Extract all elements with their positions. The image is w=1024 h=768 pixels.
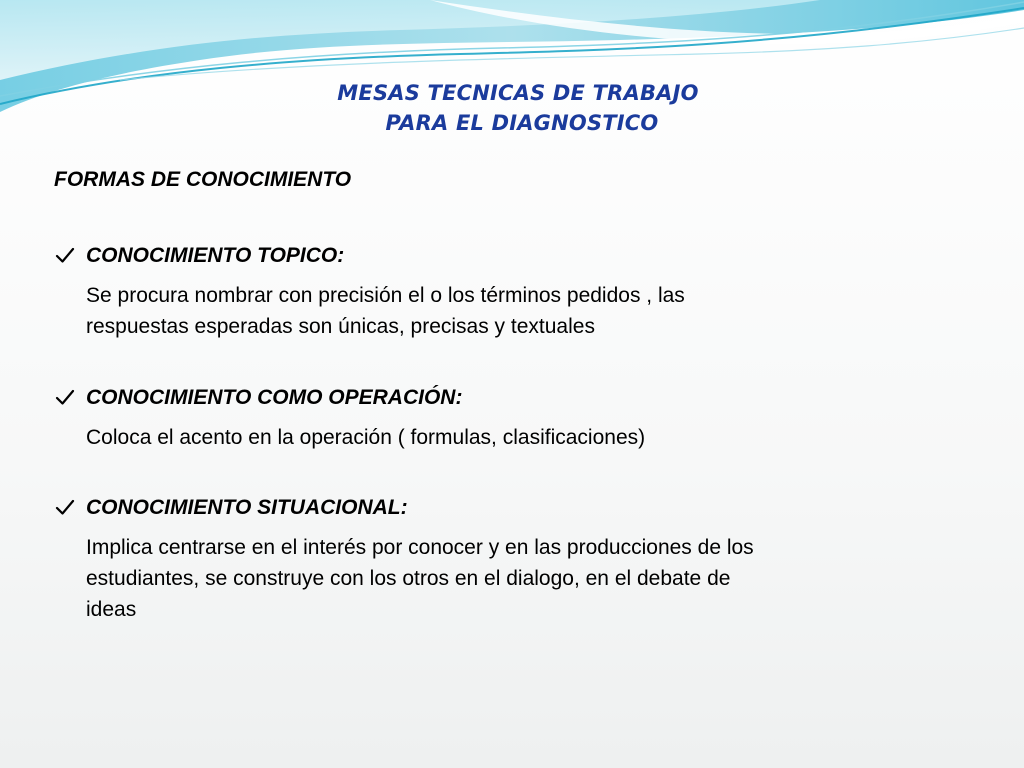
checkmark-icon (54, 387, 76, 409)
title-line-2: PARA EL DIAGNOSTICO (385, 111, 659, 135)
bullet-item (54, 242, 994, 342)
checkmark-icon (54, 245, 76, 267)
bullet-head (54, 242, 994, 270)
bullet-body: Coloca el acento en la operación ( formulas, clasificaciones) (86, 426, 646, 449)
bullet-body: Se procura nombrar con precisión el o los términos pedidos , las respuestas esperadas son únicas, precisas y textuales (86, 284, 685, 338)
bullet-item (54, 384, 994, 453)
title-line-1: MESAS TECNICAS DE TRABAJO (337, 81, 699, 105)
bullet-title: CONOCIMIENTO SITUACIONAL: (86, 496, 408, 519)
checkmark-icon (54, 497, 76, 519)
bullet-head (54, 384, 994, 412)
bullet-item (54, 494, 994, 625)
bullet-body: Implica centrarse en el interés por conocer y en las producciones de los estudiantes, se construye con los otros en el dialogo, en el debate de ideas (86, 536, 754, 621)
bullet-title: CONOCIMIENTO TOPICO: (86, 244, 345, 267)
bullet-title: CONOCIMIENTO COMO OPERACIÓN: (86, 386, 463, 409)
bullet-head (54, 494, 994, 522)
section-heading: FORMAS DE CONOCIMIENTO (54, 168, 352, 191)
